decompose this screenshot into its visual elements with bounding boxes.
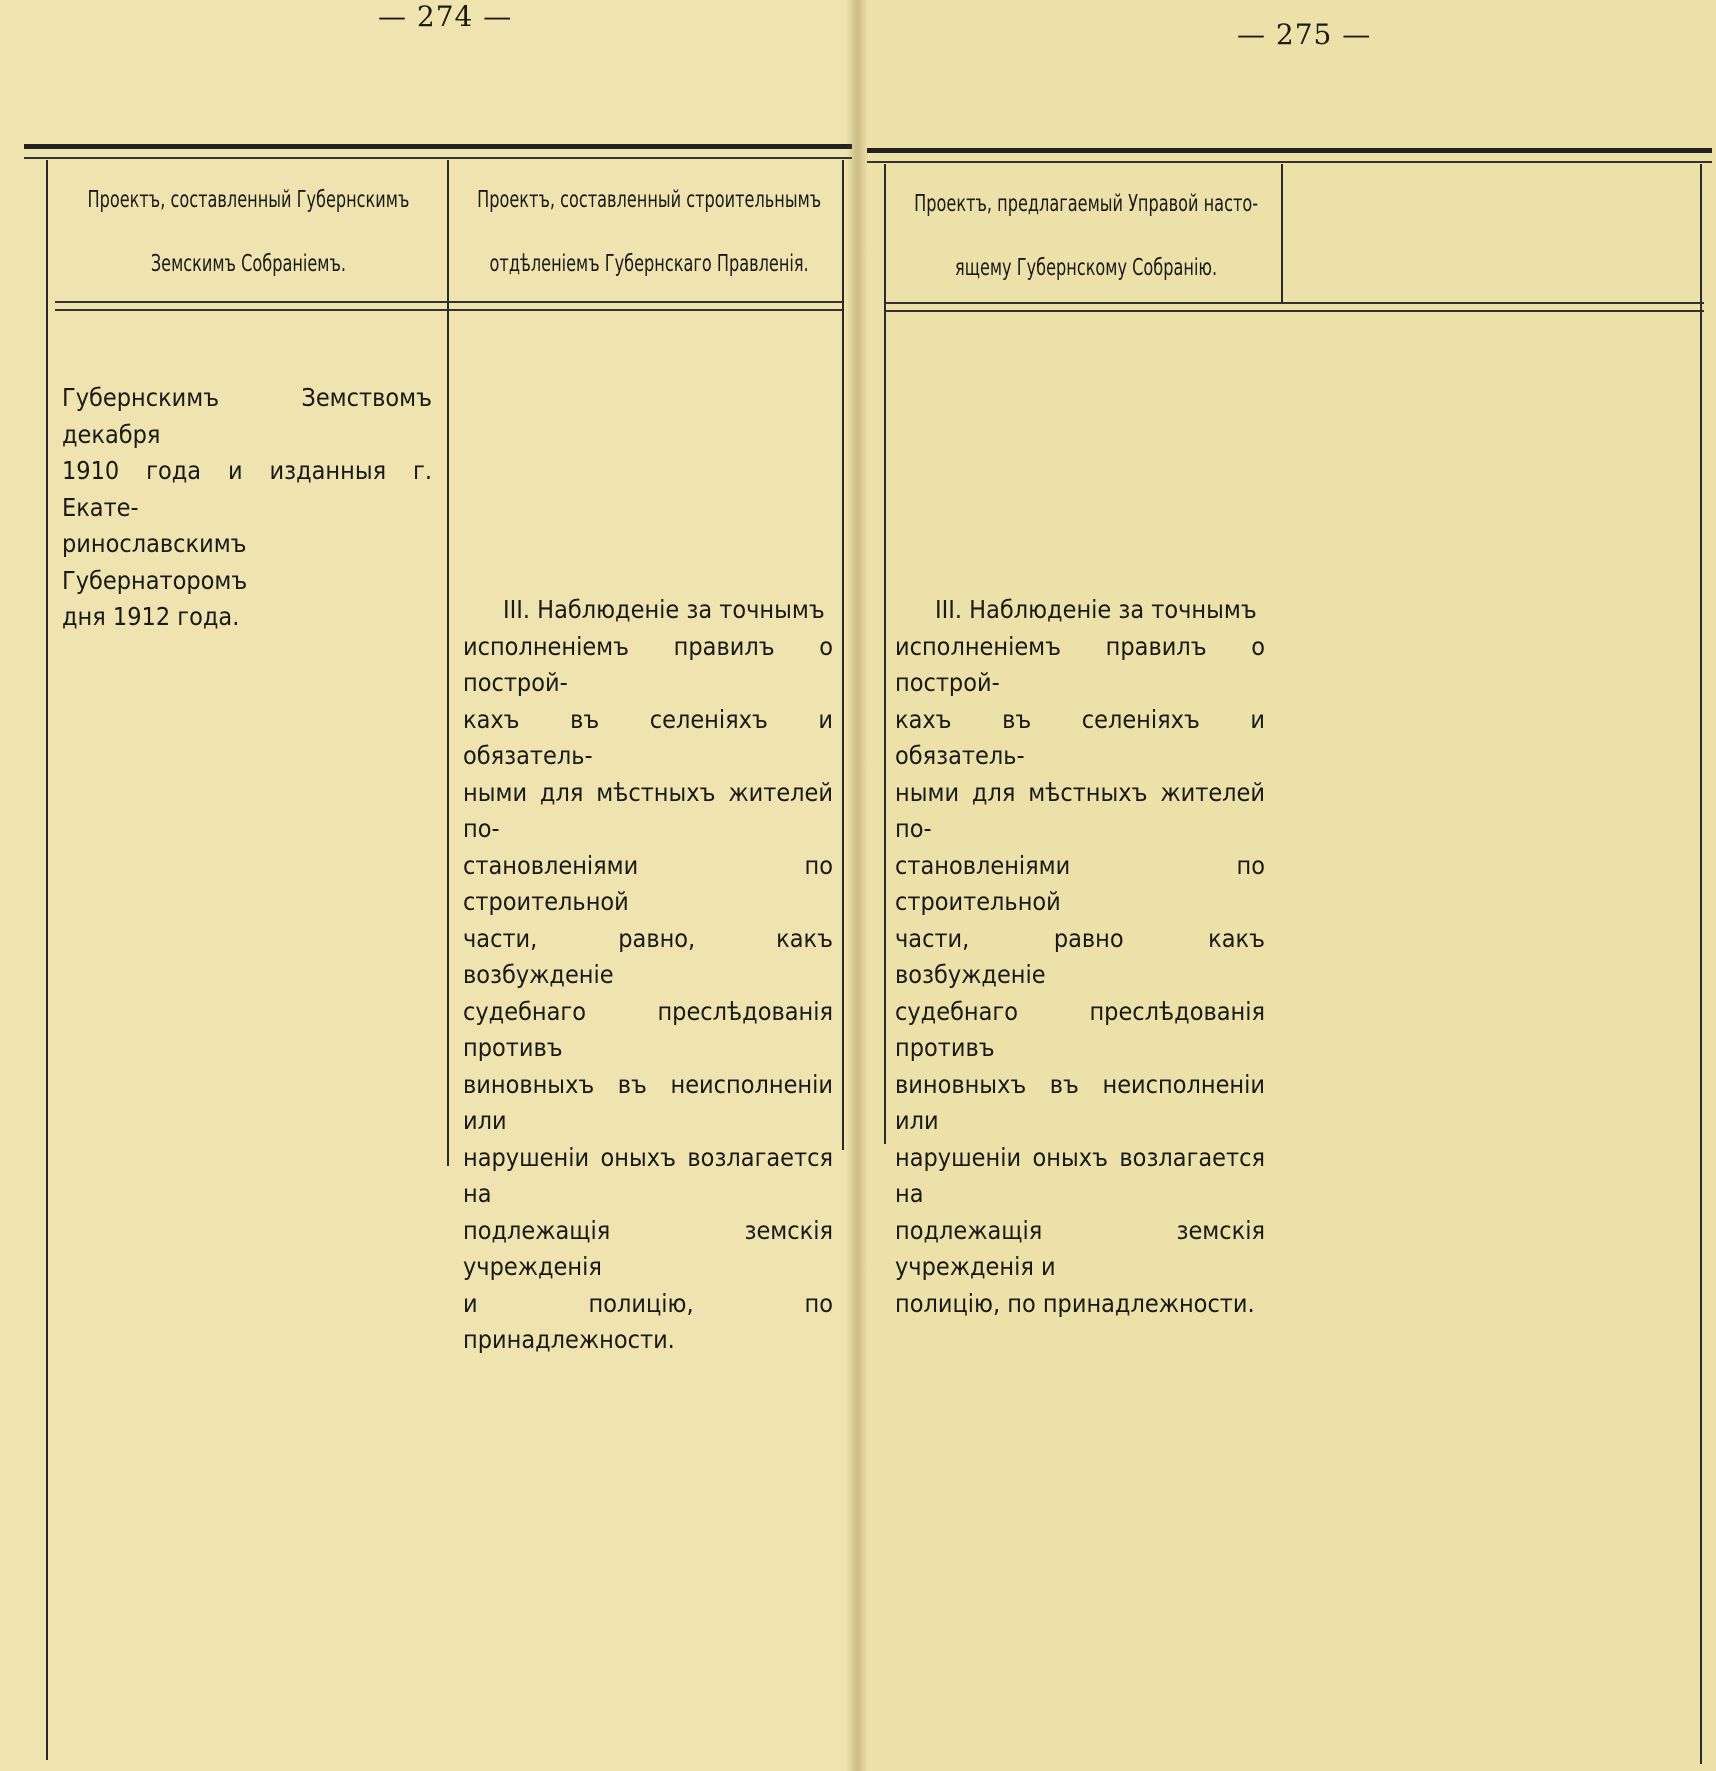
bleed-through-column-left	[60, 500, 435, 1760]
board-proposal-article-3: III. Наблюденіе за точнымъ исполненіемъ правилъ о построй- кахъ въ селеніяхъ и обязатель- ными для мѣстныхъ жителей по- становленіями по строительной части, равно какъ возбужденіе судебнаго преслѣдованія противъ виновныхъ въ неисполненіи или нарушеніи оныхъ возлагается на подлежащія земскія учрежденія и полицію, по принадлежности.	[895, 595, 1265, 1318]
zemstvo-column-text: Губернскимъ Земствомъ декабря 1910 года и изданныя г. Екате- ринославскимъ Губернаторомъ дня 1912 года.	[62, 383, 432, 631]
column-header-construction-dept: Проектъ, составленный строительнымъ отдѣленіемъ Губернскаго Правленія.	[477, 187, 822, 277]
left-page	[0, 0, 857, 1771]
header-bottom-rule-right-2	[884, 310, 1704, 312]
header-bottom-rule-right	[884, 302, 1704, 304]
bleed-through-column-right	[1289, 820, 1659, 1600]
column-rule-right-1	[1281, 164, 1283, 304]
column-rule-2	[842, 160, 844, 1150]
header-bottom-rule-2	[55, 309, 843, 311]
column-rule-outer	[46, 160, 48, 1760]
column-rule-right-outer	[884, 164, 886, 1144]
header-top-rule-thin-right	[867, 161, 1712, 163]
book-gutter	[846, 0, 868, 1771]
column-header-zemstvo: Проектъ, составленный Губернскимъ Земскимъ Собраніемъ.	[87, 187, 410, 277]
right-page	[857, 0, 1716, 1771]
header-top-rule-right	[867, 148, 1712, 153]
header-bottom-rule	[55, 301, 843, 303]
column-header-board-proposal: Проектъ, предлагаемый Управой насто- ящему Губернскому Собранію.	[914, 191, 1259, 281]
construction-dept-article-3: III. Наблюденіе за точнымъ исполненіемъ правилъ о построй- кахъ въ селеніяхъ и обязатель- ными для мѣстныхъ жителей по- становленіями по строительной части, равно, какъ возбужденіе судебнаго преслѣдованія противъ виновныхъ въ неисполненіи или нарушеніи оныхъ возлагается на подлежащія земскія учрежденія и полицію, по принадлежности.	[463, 595, 833, 1354]
header-top-rule-thin	[24, 157, 852, 159]
right-page-number: — 275 —	[1237, 18, 1372, 51]
left-page-number: — 274 —	[378, 0, 513, 33]
header-top-rule	[24, 144, 852, 149]
column-rule-1	[447, 160, 449, 1166]
column-rule-right-2	[1700, 164, 1702, 1764]
